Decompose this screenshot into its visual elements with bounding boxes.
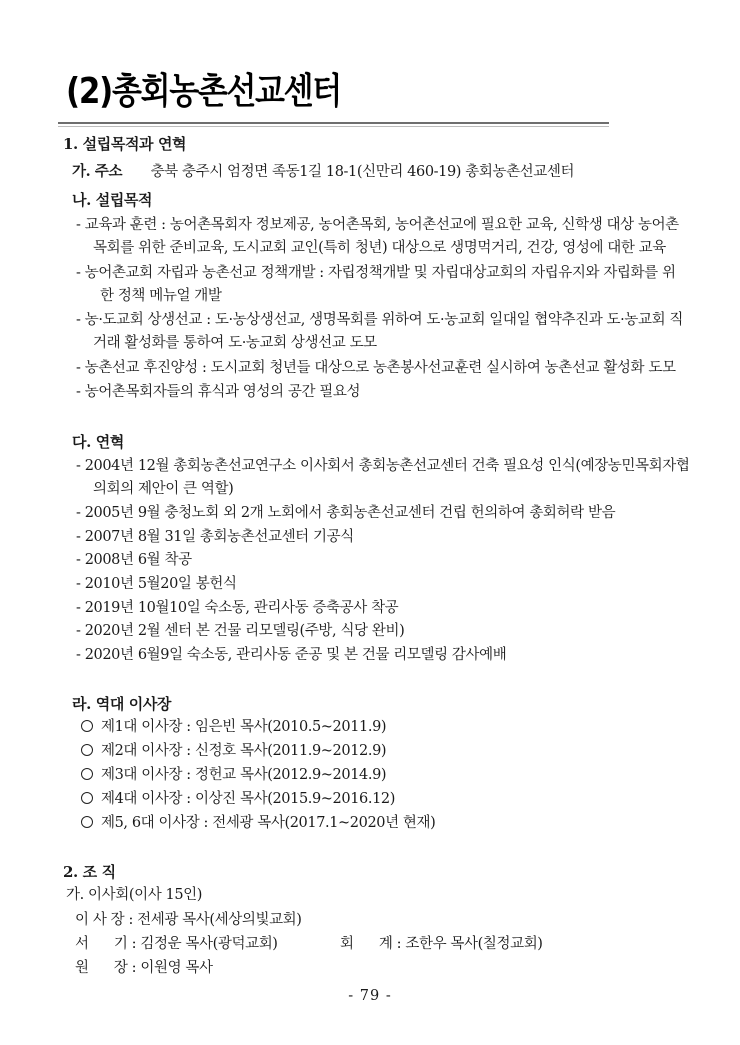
chair-entry: 제3대 이사장 : 정헌교 목사(2012.9~2014.9)	[101, 767, 387, 783]
list-item: - 2008년 6월 착공	[76, 552, 192, 568]
org-director: 원 장 : 이원영 목사	[75, 960, 213, 976]
list-item: - 2019년 10월10일 숙소동, 관리사동 증축공사 착공	[76, 600, 399, 616]
org-secretary: 서 기 : 김정운 목사(광덕교회)	[75, 936, 278, 952]
list-item: - 농촌선교 후진양성 : 도시교회 청년들 대상으로 농촌봉사선교훈련 실시하여 농촌선교 활성화 도모	[76, 360, 676, 376]
section-heading-1: 1. 설립목적과 연혁	[63, 135, 187, 153]
list-item: - 2020년 2월 센터 본 건물 리모델링(주방, 식당 완비)	[76, 623, 405, 639]
list-item: - 교육과 훈련 : 농어촌목회자 정보제공, 농어촌목회, 농어촌선교에 필요한 교육, 신학생 대상 농어촌	[76, 217, 679, 233]
page-title: (2)총회농촌선교센터	[66, 71, 341, 112]
chair-entry: 제2대 이사장 : 신정호 목사(2011.9~2012.9)	[101, 743, 387, 759]
list-item: 한 정책 메뉴얼 개발	[100, 288, 222, 304]
list-item: - 2005년 9월 충청노회 외 2개 노회에서 총회농촌선교센터 건립 헌의하여 총회허락 받음	[76, 505, 616, 521]
list-item: 거래 활성화를 통하여 도·농교회 상생선교 도모	[93, 335, 377, 351]
list-item	[81, 765, 386, 785]
chairs-heading: 라. 역대 이사장	[72, 695, 172, 713]
history-heading: 다. 연혁	[72, 433, 124, 451]
list-item: - 2007년 8월 31일 총회농촌선교센터 기공식	[76, 529, 354, 545]
circle-bullet-icon	[81, 768, 93, 780]
circle-bullet-icon	[81, 792, 93, 804]
org-treasurer: 회 계 : 조한우 목사(칠정교회)	[340, 936, 543, 952]
title-rule-thin	[58, 126, 609, 127]
board-subheading: 가. 이사회(이사 15인)	[66, 887, 203, 903]
list-item: - 2020년 6월9일 숙소동, 관리사동 준공 및 본 건물 리모델링 감사예배	[76, 647, 507, 663]
list-item	[81, 813, 435, 833]
address-line	[72, 162, 574, 182]
address-text: 충북 충주시 엄정면 족동1길 18-1(신만리 460-19) 총회농촌선교센터	[150, 164, 575, 180]
list-item: - 농·도교회 상생선교 : 도·농상생선교, 생명목회를 위하여 도·농교회 일대일 협약추진과 도·농교회 직	[76, 312, 684, 328]
chair-entry: 제5, 6대 이사장 : 전세광 목사(2017.1~2020년 현재)	[101, 815, 436, 831]
chair-entry: 제1대 이사장 : 임은빈 목사(2010.5~2011.9)	[101, 719, 387, 735]
list-item: - 농어촌목회자들의 휴식과 영성의 공간 필요성	[76, 384, 361, 400]
list-item: - 2004년 12월 총회농촌선교연구소 이사회서 총회농촌선교센터 건축 필요성 인식(예장농민목회자협	[76, 458, 690, 474]
list-item: 의회의 제안이 큰 역할)	[93, 481, 234, 497]
circle-bullet-icon	[81, 744, 93, 756]
purpose-heading: 나. 설립목적	[72, 191, 153, 209]
circle-bullet-icon	[81, 816, 93, 828]
chair-entry: 제4대 이사장 : 이상진 목사(2015.9~2016.12)	[101, 791, 395, 807]
title-rule	[58, 122, 609, 124]
list-item	[81, 717, 386, 737]
section-heading-2: 2. 조 직	[63, 863, 116, 881]
list-item: - 2010년 5월20일 봉헌식	[76, 576, 237, 592]
page-number: - 79 -	[348, 988, 392, 1004]
org-chair: 이 사 장 : 전세광 목사(세상의빛교회)	[75, 912, 302, 928]
list-item	[81, 741, 386, 761]
list-item	[81, 789, 395, 809]
address-label: 가. 주소	[72, 163, 123, 180]
list-item: 목회를 위한 준비교육, 도시교회 교인(특히 청년) 대상으로 생명먹거리, 건강, 영성에 대한 교육	[93, 240, 666, 256]
circle-bullet-icon	[81, 720, 93, 732]
list-item: - 농어촌교회 자립과 농촌선교 정책개발 : 자립정책개발 및 자립대상교회의 자립유지와 자립화를 위	[76, 265, 676, 281]
